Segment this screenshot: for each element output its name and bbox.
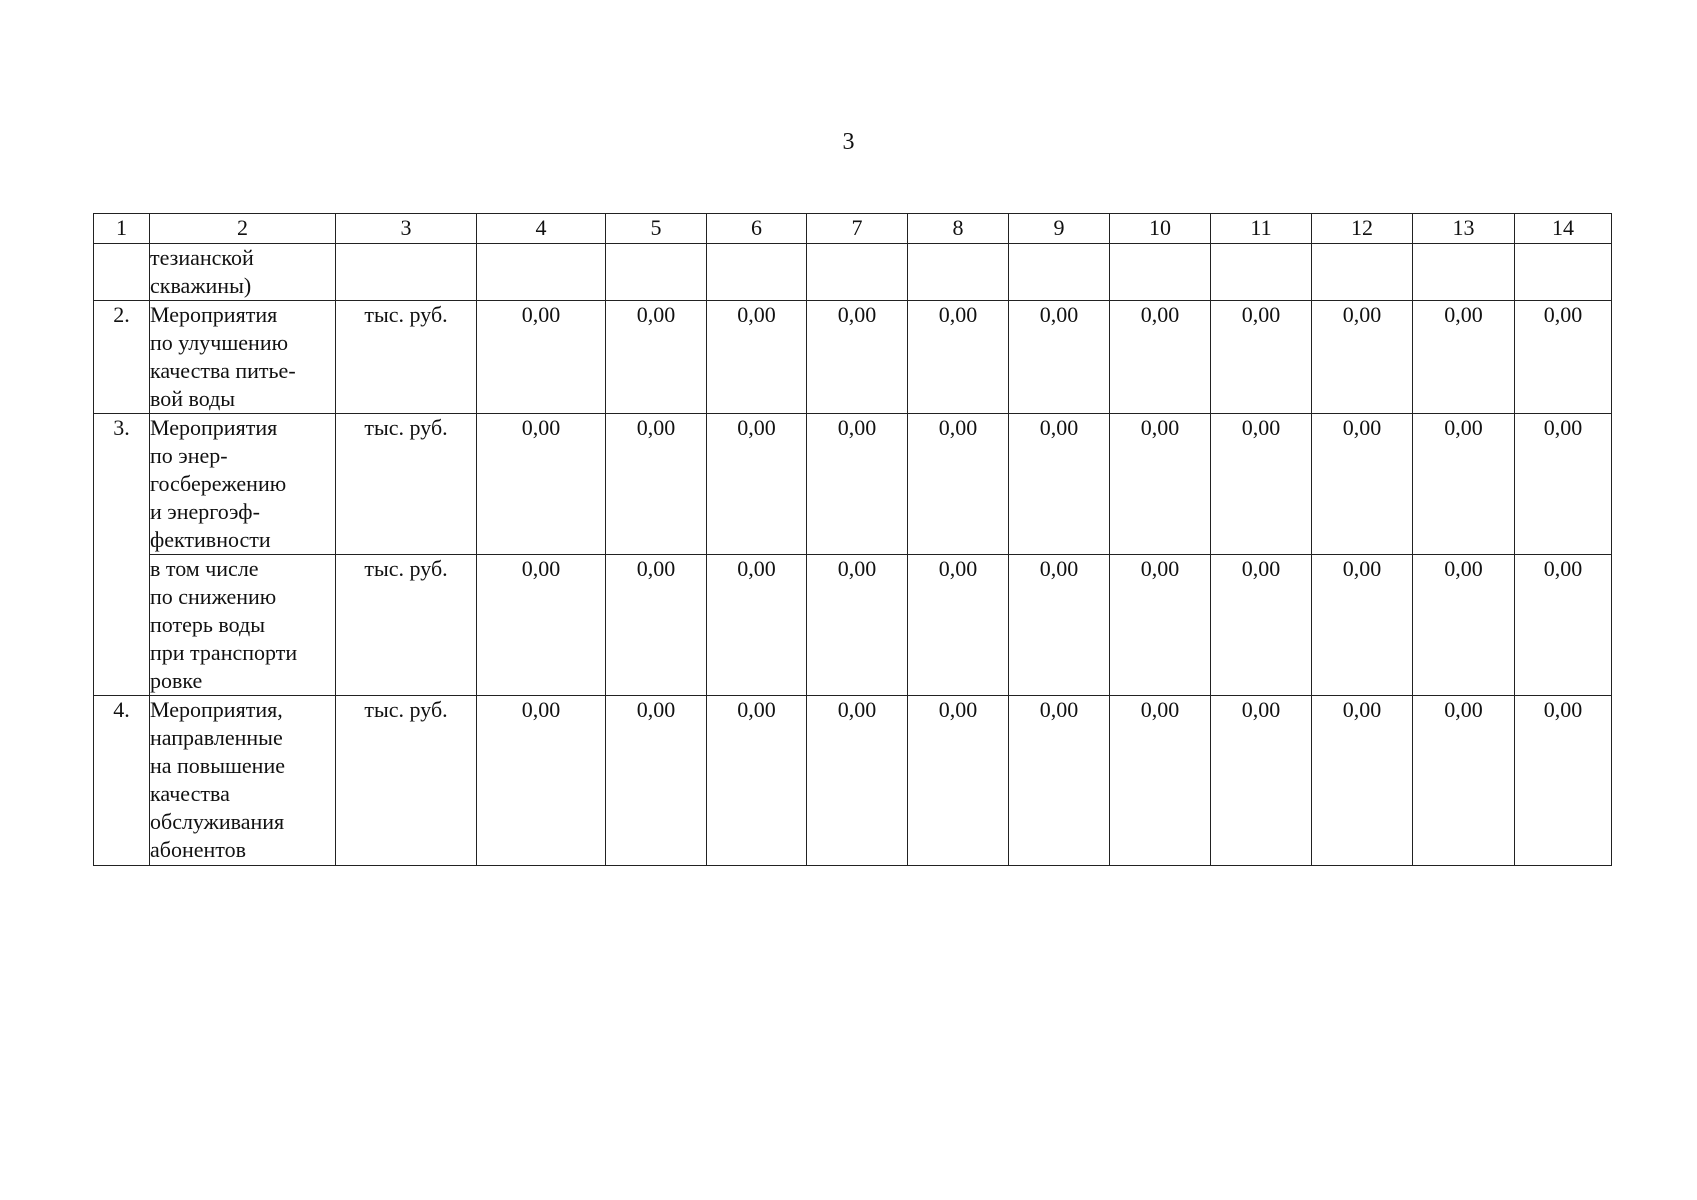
measure-name-line: и энергоэф- <box>150 499 260 524</box>
value-cell: 0,00 <box>908 696 1009 866</box>
value-cell: 0,00 <box>477 301 606 414</box>
measure-name-line: качества <box>150 781 230 806</box>
column-header: 8 <box>908 214 1009 244</box>
measure-name-line: фективности <box>150 527 271 552</box>
value-cell: 0,00 <box>1009 301 1110 414</box>
value-cell: 0,00 <box>606 696 707 866</box>
table-row <box>94 555 1612 696</box>
column-header: 4 <box>477 214 606 244</box>
value-cell: 0,00 <box>1413 301 1515 414</box>
column-header: 11 <box>1211 214 1312 244</box>
value-cell: 0,00 <box>1110 555 1211 696</box>
value-cell: 0,00 <box>1110 301 1211 414</box>
value-cell: 0,00 <box>1515 696 1612 866</box>
measure-name-line: Мероприятия <box>150 302 278 327</box>
row-number: 2. <box>94 301 150 414</box>
page-number: 3 <box>842 129 855 155</box>
value-cell <box>707 244 807 301</box>
value-cell: 0,00 <box>707 696 807 866</box>
measure-name-line: потерь воды <box>150 612 265 637</box>
unit-cell: тыс. руб. <box>336 696 477 866</box>
table-row <box>94 696 1612 866</box>
value-cell: 0,00 <box>1312 555 1413 696</box>
value-cell: 0,00 <box>1211 555 1312 696</box>
value-cell: 0,00 <box>1009 696 1110 866</box>
value-cell <box>1009 244 1110 301</box>
value-cell <box>1211 244 1312 301</box>
measure-name-line: направленные <box>150 725 283 750</box>
column-header: 6 <box>707 214 807 244</box>
measure-name-line: Мероприятия <box>150 415 278 440</box>
value-cell <box>1515 244 1612 301</box>
value-cell <box>807 244 908 301</box>
unit-cell: тыс. руб. <box>336 414 477 555</box>
column-header: 1 <box>94 214 150 244</box>
measure-name-line: Мероприятия, <box>150 697 283 722</box>
value-cell: 0,00 <box>1312 696 1413 866</box>
table-row <box>94 301 1612 414</box>
column-header: 13 <box>1413 214 1515 244</box>
value-cell: 0,00 <box>1110 696 1211 866</box>
value-cell <box>908 244 1009 301</box>
value-cell: 0,00 <box>1413 414 1515 555</box>
value-cell: 0,00 <box>1211 301 1312 414</box>
value-cell: 0,00 <box>1312 414 1413 555</box>
value-cell: 0,00 <box>1413 696 1515 866</box>
value-cell: 0,00 <box>707 301 807 414</box>
row-number <box>94 244 150 301</box>
unit-cell: тыс. руб. <box>336 301 477 414</box>
measure-name-line: госбережению <box>150 471 287 496</box>
value-cell <box>1312 244 1413 301</box>
column-header: 12 <box>1312 214 1413 244</box>
measure-name-line: по улучшению <box>150 330 289 355</box>
column-header: 9 <box>1009 214 1110 244</box>
measure-name-line: тезианской <box>150 245 254 270</box>
measure-name-line: по снижению <box>150 584 277 609</box>
table-row <box>94 244 1612 301</box>
row-number: 3. <box>94 414 150 696</box>
value-cell: 0,00 <box>1110 414 1211 555</box>
column-header: 3 <box>336 214 477 244</box>
column-header: 7 <box>807 214 908 244</box>
value-cell <box>606 244 707 301</box>
value-cell: 0,00 <box>807 555 908 696</box>
measure-name-line: вой воды <box>150 386 236 411</box>
value-cell: 0,00 <box>908 301 1009 414</box>
measure-name-line: абонентов <box>150 837 246 862</box>
value-cell: 0,00 <box>908 555 1009 696</box>
value-cell: 0,00 <box>807 301 908 414</box>
value-cell <box>477 244 606 301</box>
table-row <box>94 414 1612 555</box>
measure-name <box>150 555 336 696</box>
value-cell: 0,00 <box>1211 696 1312 866</box>
value-cell: 0,00 <box>1413 555 1515 696</box>
value-cell: 0,00 <box>807 414 908 555</box>
value-cell: 0,00 <box>1211 414 1312 555</box>
value-cell: 0,00 <box>1009 555 1110 696</box>
value-cell: 0,00 <box>908 414 1009 555</box>
column-header: 2 <box>150 214 336 244</box>
column-header: 14 <box>1515 214 1612 244</box>
measure-name-line: качества питье- <box>150 358 296 383</box>
measure-name-line: в том числе <box>150 556 259 581</box>
value-cell: 0,00 <box>1515 301 1612 414</box>
value-cell: 0,00 <box>477 414 606 555</box>
measure-name-line: при транспорти <box>150 640 298 665</box>
measure-name-line: ровке <box>150 668 203 693</box>
measure-name-line: по энер- <box>150 443 228 468</box>
measure-name <box>150 244 336 301</box>
measure-name <box>150 696 336 866</box>
measure-name-line: скважины) <box>150 273 252 298</box>
column-header: 10 <box>1110 214 1211 244</box>
measure-name-line: обслуживания <box>150 809 285 834</box>
measures-table <box>93 213 1612 866</box>
value-cell: 0,00 <box>1009 414 1110 555</box>
measure-name-line: на повышение <box>150 753 285 778</box>
measure-name <box>150 301 336 414</box>
value-cell: 0,00 <box>606 414 707 555</box>
value-cell: 0,00 <box>477 555 606 696</box>
value-cell: 0,00 <box>606 555 707 696</box>
column-header: 5 <box>606 214 707 244</box>
unit-cell <box>336 244 477 301</box>
unit-cell: тыс. руб. <box>336 555 477 696</box>
value-cell: 0,00 <box>707 555 807 696</box>
header-row <box>94 214 1612 244</box>
value-cell <box>1110 244 1211 301</box>
value-cell <box>1413 244 1515 301</box>
value-cell: 0,00 <box>807 696 908 866</box>
value-cell: 0,00 <box>1312 301 1413 414</box>
value-cell: 0,00 <box>606 301 707 414</box>
measure-name <box>150 414 336 555</box>
value-cell: 0,00 <box>477 696 606 866</box>
value-cell: 0,00 <box>707 414 807 555</box>
row-number: 4. <box>94 696 150 866</box>
value-cell: 0,00 <box>1515 414 1612 555</box>
value-cell: 0,00 <box>1515 555 1612 696</box>
